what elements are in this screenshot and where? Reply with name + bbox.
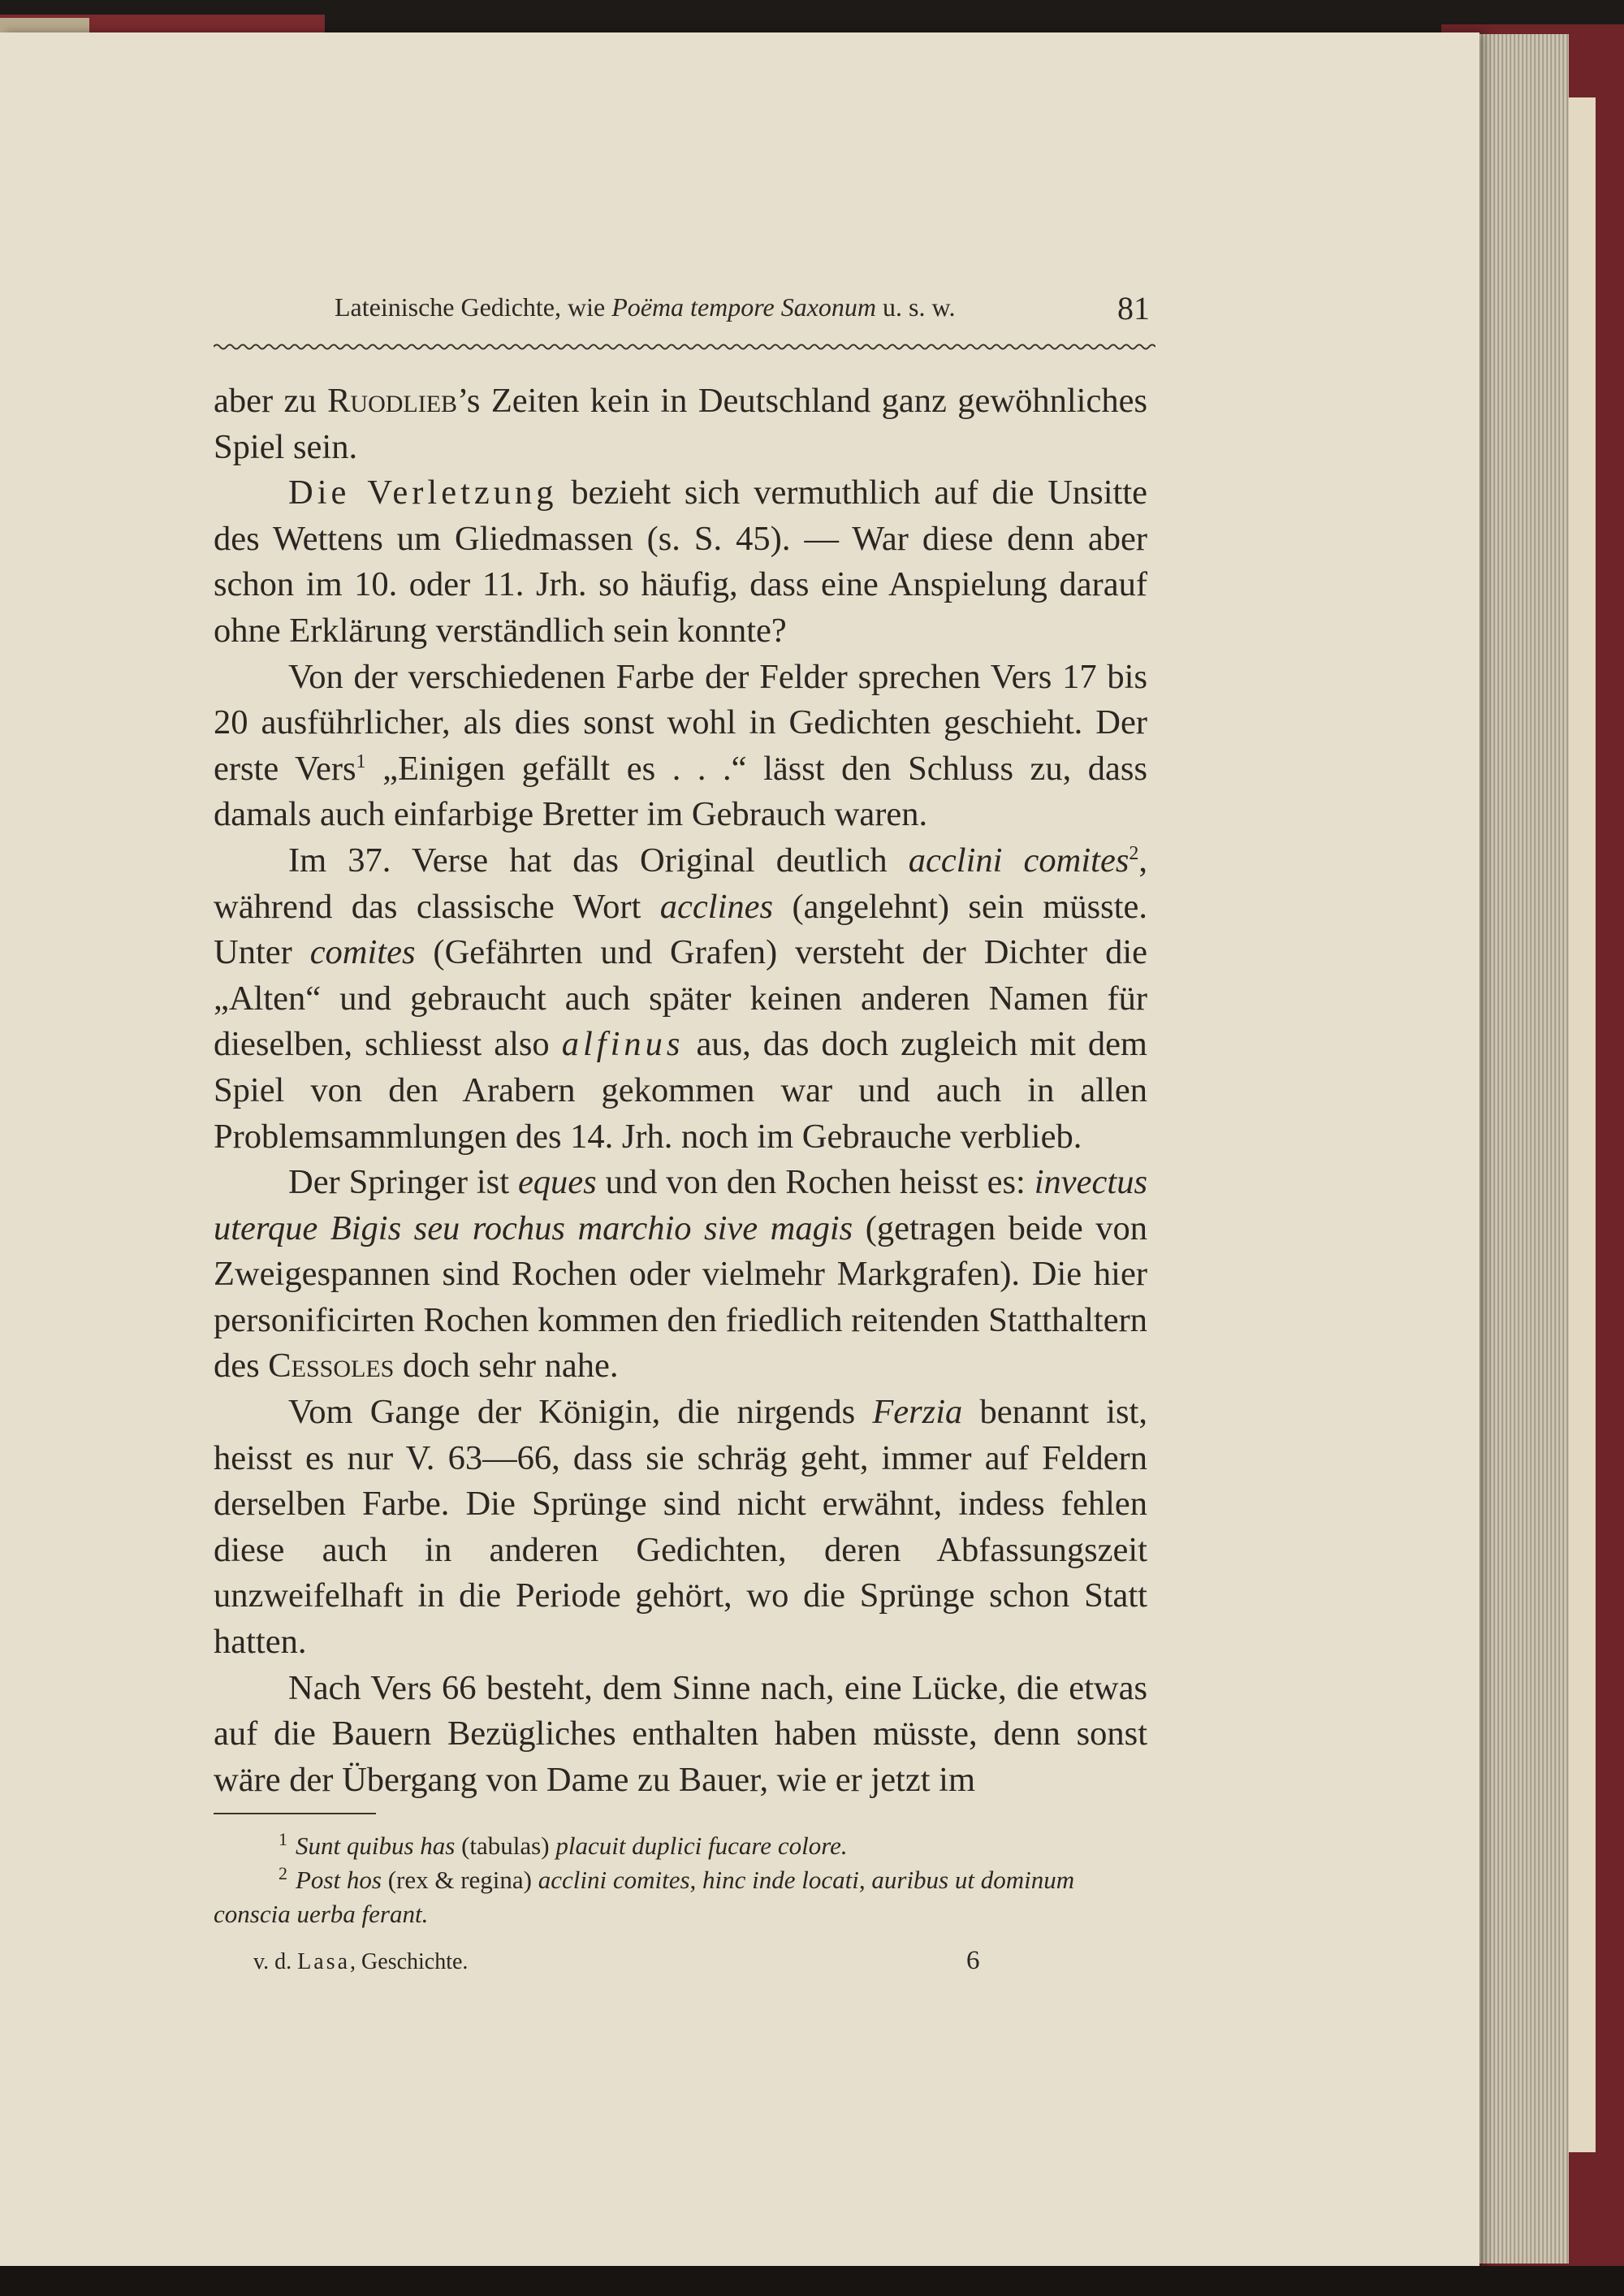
footnote-rule	[214, 1813, 376, 1814]
page-number: 81	[1117, 290, 1150, 326]
paragraph-1: aber zu Ruodlieb’s Zeiten kein in Deutschland ganz gewöhnliches Spiel sein.	[214, 382, 1147, 466]
footnote-1: $^1$ Sunt quibus has (tabulas) placuit duplici fucare colore.	[279, 1828, 848, 1860]
footnote-ref-1: 1	[356, 750, 366, 772]
paragraph-6: Vom Gange der Königin, die nirgends Ferzia benannt ist, heisst es nur V. 63—66, dass sie schräg geht, immer auf Feldern derselben Farbe. Die Sprünge sind nicht erwähnt, indess fehlen diese auch in anderen Gedichten, deren Abfassungszeit unzweifelhaft in die Periode gehört, wo die Sprünge schon Statt hatten.	[214, 1393, 1147, 1662]
wavy-header-rule	[214, 341, 1155, 352]
footnote-2: $^2$ Post hos (rex & regina) acclini comites, hinc inde locati, auribus ut dominum conscia uerba ferant.	[214, 1862, 1075, 1928]
paragraph-3: Von der verschiedenen Farbe der Felder sprechen Vers 17 bis 20 ausführlicher, als dies sonst wohl in Gedichten geschieht. Der erste Vers$^1$ „Einigen gefällt es . . .“ lässt den Schluss zu, dass damals auch einfarbige Bretter im Gebrauch waren.	[214, 657, 1147, 834]
body-text	[214, 378, 1147, 1803]
page-edges	[1471, 34, 1569, 2264]
paragraph-7: Nach Vers 66 besteht, dem Sinne nach, eine Lücke, die etwas auf die Bauern Bezügliches enthalten haben müsste, denn sonst wäre der Übergang von Dame zu Bauer, wie er jetzt im	[214, 1668, 1147, 1799]
paragraph-2: Die Verletzung bezieht sich vermuthlich auf die Unsitte des Wettens um Gliedmassen (s. S. 45). — War diese denn aber schon im 10. oder 11. Jrh. so häufig, dass eine Anspielung darauf ohne Erklärung verständlich sein konnte?	[214, 473, 1147, 650]
paragraph-5: Der Springer ist eques und von den Rochen heisst es: invectus uterque Bigis seu rochus marchio sive magis (getragen beide von Zweigespannen sind Rochen oder vielmehr Markgrafen). Die hier personificirten Rochen kommen den friedlich reitenden Statthaltern des Cessoles doch sehr nahe.	[214, 1163, 1147, 1386]
running-head: Lateinische Gedichte, wie Poëma tempore Saxonum u. s. w.	[335, 292, 956, 322]
sheet-signature: v. d. Lasa, Geschichte.	[253, 1949, 469, 1974]
running-head-italic: Poëma tempore Saxonum	[611, 292, 877, 322]
spaced-term-verletzung: Die Verletzung	[288, 473, 558, 512]
name-ruodlieb: Ruodlieb	[327, 382, 458, 420]
scanner-background-bottom	[0, 2266, 1624, 2296]
sheet-number: 6	[966, 1946, 980, 1975]
footnote-ref-2: 2	[1129, 842, 1139, 864]
name-cessoles: Cessoles	[268, 1347, 395, 1386]
paragraph-4: Im 37. Verse hat das Original deutlich acclini comites$^2$, während das classische Wort acclines (angelehnt) sein müsste. Unter comites (Gefährten und Grafen) versteht der Dichter die „Alten“ und gebraucht auch später keinen anderen Namen für dieselben, schliesst also alfinus aus, das doch zugleich mit dem Spiel von den Arabern gekommen war und auch in allen Problemsammlungen des 14. Jrh. noch im Gebrauche verblieb.	[214, 841, 1147, 1156]
footnotes	[214, 1829, 1147, 1931]
